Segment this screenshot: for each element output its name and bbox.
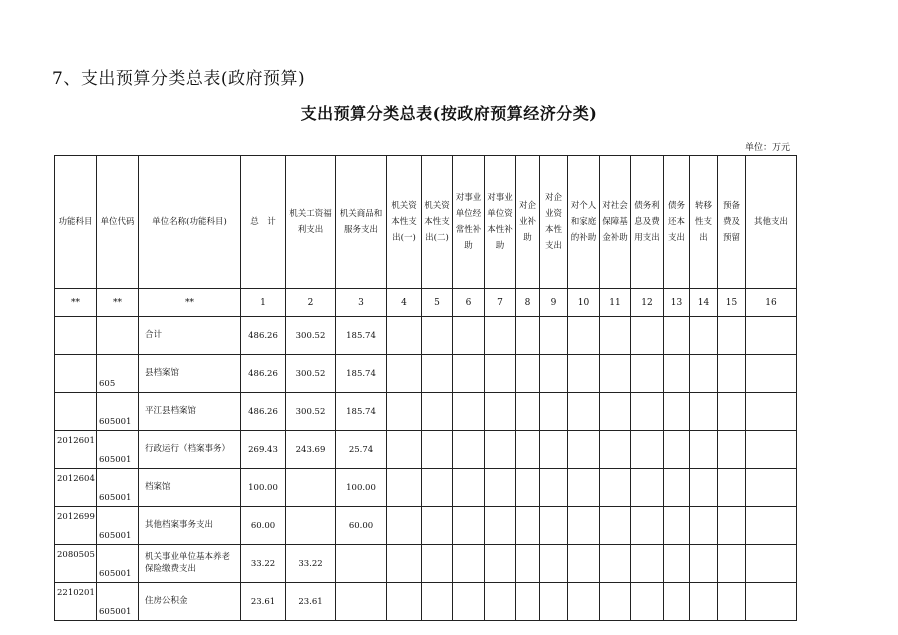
empty-cell <box>746 507 797 545</box>
empty-cell <box>746 317 797 355</box>
empty-cell <box>690 469 718 507</box>
empty-cell <box>718 393 746 431</box>
col-header-total: 总 计 <box>241 156 286 289</box>
index-cell: 3 <box>336 289 387 317</box>
unit-name-cell: 机关事业单位基本养老保险缴费支出 <box>139 545 241 583</box>
empty-cell <box>540 393 568 431</box>
empty-cell <box>422 355 453 393</box>
goods-services-cell: 25.74 <box>336 431 387 469</box>
empty-cell <box>540 583 568 621</box>
empty-cell <box>568 393 600 431</box>
total-cell: 33.22 <box>241 545 286 583</box>
col-header-goods-services: 机关商品和服务支出 <box>336 156 387 289</box>
unit-code-cell: 605001 <box>97 583 139 621</box>
empty-cell <box>664 545 690 583</box>
index-cell: ** <box>55 289 97 317</box>
empty-cell <box>690 355 718 393</box>
function-code-cell <box>55 317 97 355</box>
empty-cell <box>485 355 516 393</box>
empty-cell <box>631 545 664 583</box>
col-header-enterprise-subsidy: 对企业补助 <box>516 156 540 289</box>
empty-cell <box>600 583 631 621</box>
empty-cell <box>516 545 540 583</box>
col-header-institution-capital: 对事业单位资本性补助 <box>485 156 516 289</box>
goods-services-cell: 60.00 <box>336 507 387 545</box>
function-code-cell: 2080505 <box>55 545 97 583</box>
index-cell: 2 <box>286 289 336 317</box>
index-cell: 16 <box>746 289 797 317</box>
empty-cell <box>516 507 540 545</box>
empty-cell <box>422 583 453 621</box>
empty-cell <box>568 545 600 583</box>
salary-cell: 300.52 <box>286 317 336 355</box>
index-cell: 5 <box>422 289 453 317</box>
table-title: 支出预算分类总表(按政府预算经济分类) <box>300 104 598 123</box>
index-cell: 10 <box>568 289 600 317</box>
function-code-cell <box>55 355 97 393</box>
empty-cell <box>690 317 718 355</box>
function-code-cell: 2210201 <box>55 583 97 621</box>
index-cell: 7 <box>485 289 516 317</box>
empty-cell <box>485 507 516 545</box>
total-cell: 486.26 <box>241 355 286 393</box>
section-title: 7、支出预算分类总表(政府预算) <box>52 69 306 89</box>
function-code-cell <box>55 393 97 431</box>
unit-name-cell: 行政运行（档案事务） <box>139 431 241 469</box>
table-row <box>55 431 797 469</box>
goods-services-cell: 185.74 <box>336 317 387 355</box>
empty-cell <box>453 317 485 355</box>
empty-cell <box>516 317 540 355</box>
empty-cell <box>387 393 422 431</box>
table-body <box>55 317 797 621</box>
empty-cell <box>746 469 797 507</box>
empty-cell <box>516 355 540 393</box>
empty-cell <box>664 507 690 545</box>
empty-cell <box>690 545 718 583</box>
empty-cell <box>568 507 600 545</box>
empty-cell <box>664 355 690 393</box>
index-cell: 1 <box>241 289 286 317</box>
empty-cell <box>485 583 516 621</box>
empty-cell <box>600 431 631 469</box>
empty-cell <box>485 393 516 431</box>
table-row <box>55 545 797 583</box>
empty-cell <box>631 317 664 355</box>
col-header-unit-name: 单位名称(功能科目) <box>139 156 241 289</box>
header-row <box>55 156 797 289</box>
col-header-enterprise-capital: 对企业资本性支出 <box>540 156 568 289</box>
empty-cell <box>453 393 485 431</box>
col-header-capital-2: 机关资本性支出(二) <box>422 156 453 289</box>
empty-cell <box>631 393 664 431</box>
empty-cell <box>718 583 746 621</box>
goods-services-cell: 185.74 <box>336 393 387 431</box>
index-cell: 11 <box>600 289 631 317</box>
empty-cell <box>387 545 422 583</box>
empty-cell <box>718 469 746 507</box>
salary-cell: 300.52 <box>286 393 336 431</box>
index-cell: 14 <box>690 289 718 317</box>
empty-cell <box>422 507 453 545</box>
empty-cell <box>516 583 540 621</box>
empty-cell <box>485 431 516 469</box>
empty-cell <box>746 431 797 469</box>
col-header-other: 其他支出 <box>746 156 797 289</box>
total-cell: 100.00 <box>241 469 286 507</box>
col-header-salary: 机关工资福利支出 <box>286 156 336 289</box>
empty-cell <box>485 545 516 583</box>
empty-cell <box>568 431 600 469</box>
unit-label: 单位：万元 <box>744 143 790 153</box>
empty-cell <box>631 431 664 469</box>
empty-cell <box>422 469 453 507</box>
index-cell: 8 <box>516 289 540 317</box>
empty-cell <box>600 355 631 393</box>
index-cell: ** <box>97 289 139 317</box>
unit-code-cell: 605001 <box>97 431 139 469</box>
empty-cell <box>516 469 540 507</box>
goods-services-cell <box>336 545 387 583</box>
empty-cell <box>568 317 600 355</box>
empty-cell <box>664 583 690 621</box>
unit-code-cell: 605001 <box>97 545 139 583</box>
empty-cell <box>453 469 485 507</box>
total-cell: 23.61 <box>241 583 286 621</box>
empty-cell <box>387 431 422 469</box>
function-code-cell: 2012604 <box>55 469 97 507</box>
table-row <box>55 317 797 355</box>
index-cell: 15 <box>718 289 746 317</box>
total-cell: 269.43 <box>241 431 286 469</box>
goods-services-cell <box>336 583 387 621</box>
empty-cell <box>540 317 568 355</box>
empty-cell <box>600 317 631 355</box>
function-code-cell: 2012699 <box>55 507 97 545</box>
empty-cell <box>387 317 422 355</box>
goods-services-cell: 185.74 <box>336 355 387 393</box>
salary-cell <box>286 469 336 507</box>
total-cell: 486.26 <box>241 317 286 355</box>
col-header-transfer: 转移性支出 <box>690 156 718 289</box>
empty-cell <box>664 317 690 355</box>
empty-cell <box>600 545 631 583</box>
empty-cell <box>664 393 690 431</box>
unit-name-cell: 县档案馆 <box>139 355 241 393</box>
table-row <box>55 393 797 431</box>
empty-cell <box>540 545 568 583</box>
col-header-institution-regular: 对事业单位经常性补助 <box>453 156 485 289</box>
unit-name-cell: 住房公积金 <box>139 583 241 621</box>
empty-cell <box>664 469 690 507</box>
total-cell: 486.26 <box>241 393 286 431</box>
empty-cell <box>387 583 422 621</box>
empty-cell <box>568 469 600 507</box>
empty-cell <box>540 507 568 545</box>
empty-cell <box>746 393 797 431</box>
empty-cell <box>387 355 422 393</box>
col-header-capital-1: 机关资本性支出(一) <box>387 156 422 289</box>
empty-cell <box>387 469 422 507</box>
col-header-debt-interest: 债务利息及费用支出 <box>631 156 664 289</box>
index-cell: ** <box>139 289 241 317</box>
empty-cell <box>540 469 568 507</box>
unit-code-cell: 605001 <box>97 507 139 545</box>
col-header-unit-code: 单位代码 <box>97 156 139 289</box>
salary-cell: 23.61 <box>286 583 336 621</box>
salary-cell: 33.22 <box>286 545 336 583</box>
empty-cell <box>422 545 453 583</box>
index-row <box>55 289 797 317</box>
col-header-social-security: 对社会保障基金补助 <box>600 156 631 289</box>
table-row <box>55 469 797 507</box>
col-header-function-code: 功能科目 <box>55 156 97 289</box>
empty-cell <box>422 393 453 431</box>
unit-code-cell: 605 <box>97 355 139 393</box>
empty-cell <box>540 431 568 469</box>
empty-cell <box>453 507 485 545</box>
index-cell: 12 <box>631 289 664 317</box>
empty-cell <box>516 431 540 469</box>
empty-cell <box>453 355 485 393</box>
empty-cell <box>718 507 746 545</box>
empty-cell <box>453 431 485 469</box>
unit-name-cell: 其他档案事务支出 <box>139 507 241 545</box>
empty-cell <box>690 393 718 431</box>
empty-cell <box>453 545 485 583</box>
empty-cell <box>600 507 631 545</box>
index-cell: 13 <box>664 289 690 317</box>
empty-cell <box>746 545 797 583</box>
empty-cell <box>664 431 690 469</box>
empty-cell <box>540 355 568 393</box>
empty-cell <box>631 355 664 393</box>
empty-cell <box>631 507 664 545</box>
index-cell: 9 <box>540 289 568 317</box>
empty-cell <box>516 393 540 431</box>
empty-cell <box>718 431 746 469</box>
goods-services-cell: 100.00 <box>336 469 387 507</box>
empty-cell <box>422 431 453 469</box>
empty-cell <box>718 545 746 583</box>
table-row <box>55 355 797 393</box>
unit-code-cell: 605001 <box>97 393 139 431</box>
total-cell: 60.00 <box>241 507 286 545</box>
empty-cell <box>453 583 485 621</box>
empty-cell <box>746 355 797 393</box>
unit-name-cell: 合计 <box>139 317 241 355</box>
budget-table <box>54 155 797 621</box>
unit-name-cell: 档案馆 <box>139 469 241 507</box>
empty-cell <box>690 431 718 469</box>
empty-cell <box>631 583 664 621</box>
empty-cell <box>718 355 746 393</box>
empty-cell <box>718 317 746 355</box>
empty-cell <box>485 469 516 507</box>
index-cell: 6 <box>453 289 485 317</box>
unit-code-cell: 605001 <box>97 469 139 507</box>
col-header-reserve: 预备费及预留 <box>718 156 746 289</box>
empty-cell <box>600 393 631 431</box>
empty-cell <box>631 469 664 507</box>
empty-cell <box>746 583 797 621</box>
salary-cell: 300.52 <box>286 355 336 393</box>
index-cell: 4 <box>387 289 422 317</box>
salary-cell: 243.69 <box>286 431 336 469</box>
unit-name-cell: 平江县档案馆 <box>139 393 241 431</box>
empty-cell <box>568 583 600 621</box>
empty-cell <box>568 355 600 393</box>
empty-cell <box>690 507 718 545</box>
empty-cell <box>387 507 422 545</box>
unit-code-cell <box>97 317 139 355</box>
table-row <box>55 507 797 545</box>
table-row <box>55 583 797 621</box>
salary-cell <box>286 507 336 545</box>
empty-cell <box>690 583 718 621</box>
col-header-individual-subsidy: 对个人和家庭的补助 <box>568 156 600 289</box>
empty-cell <box>600 469 631 507</box>
col-header-debt-principal: 债务还本支出 <box>664 156 690 289</box>
function-code-cell: 2012601 <box>55 431 97 469</box>
empty-cell <box>485 317 516 355</box>
empty-cell <box>422 317 453 355</box>
